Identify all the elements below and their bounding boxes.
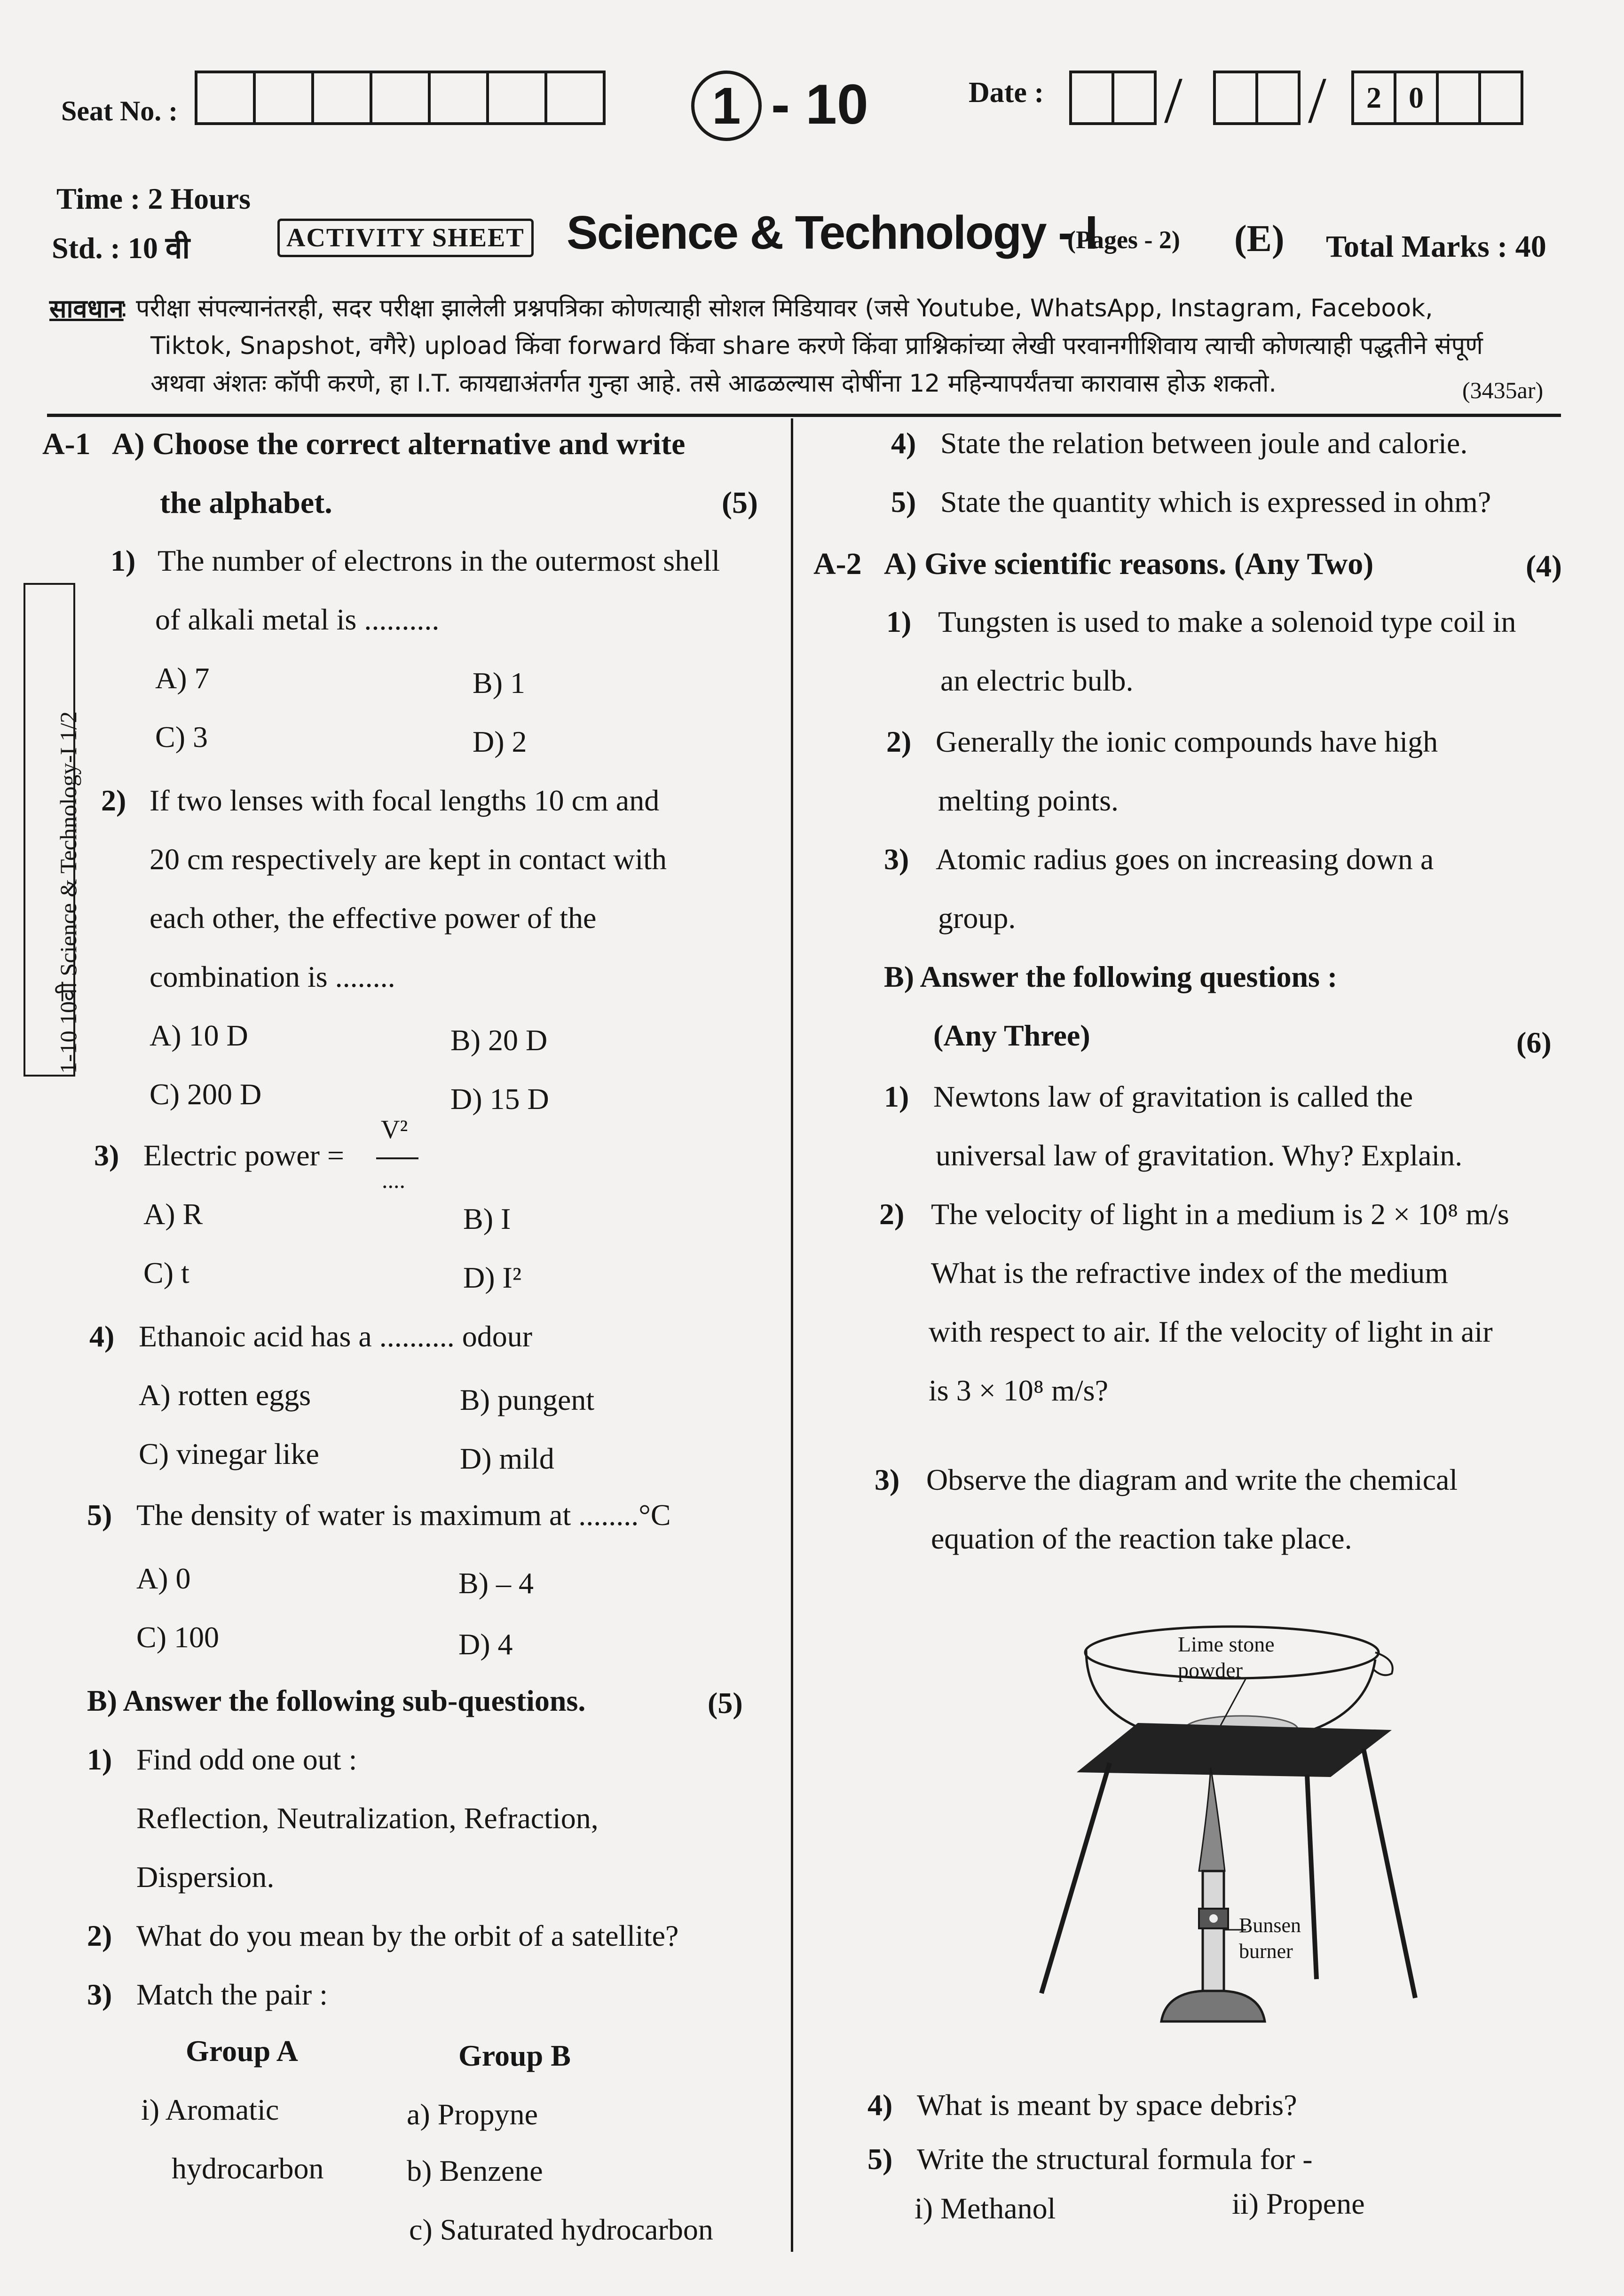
paper-code: (3435ar) (1462, 377, 1544, 403)
option: A) 10 D (150, 1019, 248, 1052)
s2-number: 2) (879, 1197, 905, 1231)
reason-2-number: 2) (886, 725, 912, 758)
q3-numerator: V² (381, 1115, 408, 1144)
reason-3-number: 3) (884, 842, 909, 876)
burner-base (1161, 1991, 1265, 2021)
option: C) 3 (155, 720, 208, 754)
option: B) 1 (473, 666, 525, 700)
option: D) I² (463, 1261, 522, 1294)
fraction-bar (376, 1157, 418, 1159)
s3-text: Observe the diagram and write the chemical (926, 1463, 1458, 1496)
b5-number: 5) (891, 485, 916, 519)
s1-text: Newtons law of gravitation is called the (933, 1080, 1413, 1113)
a1-number: A-1 (42, 427, 91, 461)
s2-text: What is the refractive index of the medium (931, 1256, 1449, 1290)
a1-title: the alphabet. (160, 486, 332, 520)
option: A) rotten eggs (139, 1378, 311, 1412)
warning-line: Tiktok, Snapshot, वगैरे) upload किंवा forward किंवा share करणे किंवा प्राश्निकांच्या लेखी परवानगीशिवाय त्याची कोणत्याही पद्धतीने संपूर्ण (150, 332, 1483, 360)
paper-code-suffix: - 10 (771, 73, 868, 136)
a2-marks: (4) (1526, 549, 1562, 583)
group-b-item: c) Saturated hydrocarbon (409, 2213, 713, 2246)
tripod-leg (1364, 1749, 1415, 1998)
q4-text: Ethanoic acid has a .......... odour (139, 1320, 533, 1353)
q1-number: 1) (110, 544, 136, 577)
section-b-marks: (5) (708, 1686, 743, 1720)
option: C) vinegar like (139, 1437, 319, 1470)
s4-text: What is meant by space debris? (917, 2088, 1297, 2122)
b4-text: State the relation between joule and calorie. (940, 426, 1468, 460)
side-label: 1-10 10वी Science & Technology-I 1/2 (55, 711, 81, 1074)
s3-text: equation of the reaction take place. (931, 1522, 1352, 1555)
option: D) mild (460, 1442, 554, 1475)
year-digit: 0 (1394, 71, 1439, 125)
q1-text: of alkali metal is .......... (155, 603, 440, 636)
group-b-item: a) Propyne (407, 2098, 538, 2131)
reason-3-text: Atomic radius goes on increasing down a (936, 842, 1434, 876)
option: D) 4 (458, 1628, 513, 1661)
option: C) t (143, 1256, 189, 1290)
s5-number: 5) (867, 2142, 893, 2176)
medium: (E) (1234, 218, 1285, 259)
b1-text: Dispersion. (136, 1860, 275, 1894)
b2-number: 2) (87, 1919, 112, 1952)
a1-title: A) Choose the correct alternative and write (112, 427, 686, 461)
b4-number: 4) (891, 426, 916, 460)
diagram-label: Bunsen (1239, 1914, 1301, 1937)
paper-code-circle: 1 (691, 71, 762, 141)
option: A) R (143, 1197, 203, 1231)
q5-number: 5) (87, 1498, 112, 1532)
section-b-title: B) Answer the following questions : (884, 960, 1338, 993)
a2-number: A-2 (813, 547, 862, 581)
time-label: Time : 2 Hours (56, 182, 251, 215)
group-b-item: b) Benzene (407, 2154, 543, 2187)
warning-label: सावधान (49, 294, 124, 323)
s2-text: The velocity of light in a medium is 2 × 10⁸ m/s (931, 1197, 1509, 1231)
activity-sheet-badge: ACTIVITY SHEET (277, 219, 534, 257)
diagram-label: burner (1239, 1940, 1293, 1963)
q2-text: If two lenses with focal lengths 10 cm and (150, 784, 660, 817)
option: D) 2 (473, 725, 527, 758)
seat-number-boxes[interactable] (197, 71, 606, 125)
tripod-leg (1041, 1763, 1110, 1993)
q3-number: 3) (94, 1139, 119, 1172)
a1-marks: (5) (722, 486, 758, 520)
subject-title: Science & Technology - I (567, 206, 1097, 259)
option: C) 100 (136, 1620, 219, 1654)
seat-label: Seat No. : (61, 95, 178, 126)
s3-number: 3) (875, 1463, 900, 1496)
date-slash-1: / (1164, 64, 1183, 137)
date-label: Date : (969, 77, 1044, 109)
b1-number: 1) (87, 1743, 112, 1776)
date-slash-2: / (1308, 64, 1326, 137)
reason-1-number: 1) (886, 605, 912, 638)
flame (1199, 1768, 1225, 1871)
diagram-label: powder (1178, 1658, 1243, 1682)
group-a-item: hydrocarbon (172, 2152, 324, 2185)
reason-1-text: an electric bulb. (940, 664, 1134, 697)
group-b-heading: Group B (458, 2039, 571, 2072)
b1-text: Find odd one out : (136, 1743, 357, 1776)
s5-text: Write the structural formula for - (917, 2142, 1313, 2176)
b2-text: What do you mean by the orbit of a satellite? (136, 1919, 679, 1952)
a2-title: A) Give scientific reasons. (Any Two) (884, 547, 1374, 581)
date-year-boxes[interactable] (1354, 71, 1523, 125)
s2-text: with respect to air. If the velocity of light in air (929, 1315, 1493, 1348)
option: D) 15 D (450, 1082, 549, 1116)
q4-number: 4) (89, 1320, 115, 1353)
s1-number: 1) (884, 1080, 909, 1113)
option: B) pungent (460, 1383, 595, 1416)
burner-tube (1203, 1871, 1224, 1993)
option: A) 7 (155, 661, 210, 695)
date-month-boxes[interactable] (1216, 71, 1301, 125)
s5-option: i) Methanol (914, 2192, 1056, 2225)
q1-text: The number of electrons in the outermost shell (158, 544, 720, 577)
total-marks: Total Marks : 40 (1326, 229, 1546, 264)
q3-denominator: .... (382, 1167, 405, 1193)
q2-text: combination is ........ (150, 960, 395, 993)
q2-number: 2) (101, 784, 126, 817)
section-b-title: B) Answer the following sub-questions. (87, 1684, 586, 1717)
s5-option: ii) Propene (1232, 2187, 1365, 2220)
section-b-marks: (6) (1516, 1026, 1552, 1059)
reason-2-text: melting points. (938, 784, 1119, 817)
column-divider (791, 418, 793, 2252)
group-a-heading: Group A (186, 2034, 298, 2068)
q3-text: Electric power = (143, 1139, 344, 1172)
s2-text: is 3 × 10⁸ m/s? (929, 1374, 1108, 1407)
date-day-boxes[interactable] (1072, 71, 1157, 125)
q2-text: 20 cm respectively are kept in contact with (150, 842, 667, 876)
option: B) 20 D (450, 1023, 548, 1057)
std-label: Std. : 10 वी (52, 231, 190, 265)
b1-text: Reflection, Neutralization, Refraction, (136, 1801, 599, 1835)
group-a-item: i) Aromatic (141, 2093, 279, 2126)
side-label-box (24, 583, 81, 1077)
reason-1-text: Tungsten is used to make a solenoid type coil in (938, 605, 1516, 638)
option: A) 0 (136, 1562, 191, 1595)
b5-text: State the quantity which is expressed in ohm? (940, 485, 1491, 519)
header-divider (47, 414, 1561, 417)
wire-gauze-plate (1077, 1723, 1392, 1777)
q2-text: each other, the effective power of the (150, 901, 597, 935)
pages-count: (Pages - 2) (1067, 226, 1180, 254)
diagram-label: Lime stone (1178, 1632, 1275, 1656)
s1-text: universal law of gravitation. Why? Explain. (936, 1139, 1463, 1172)
year-digit: 2 (1351, 71, 1396, 125)
s4-number: 4) (867, 2088, 893, 2122)
b3-number: 3) (87, 1978, 112, 2011)
tripod-leg (1307, 1775, 1317, 1979)
option: C) 200 D (150, 1077, 262, 1111)
option: B) – 4 (458, 1566, 534, 1600)
reason-2-text: Generally the ionic compounds have high (936, 725, 1438, 758)
reason-3-text: group. (938, 901, 1016, 935)
warning-line: : परीक्षा संपल्यानंतरही, सदर परीक्षा झालेली प्रश्नपत्रिका कोणत्याही सोशल मिडियावर (जसे Youtube, WhatsApp, Instagram, Facebook, (120, 294, 1433, 322)
b3-text: Match the pair : (136, 1978, 328, 2011)
q5-text: The density of water is maximum at ........°C (136, 1498, 671, 1532)
option: B) I (463, 1202, 511, 1235)
warning-line: अथवा अंशतः कॉपी करणे, हा I.T. कायद्याअंतर्गत गुन्हा आहे. तसे आढळल्यास दोषींना 12 महिन्यापर्यंतचा कारावास होऊ शकतो. (150, 370, 1277, 398)
section-b-title: (Any Three) (933, 1019, 1090, 1052)
